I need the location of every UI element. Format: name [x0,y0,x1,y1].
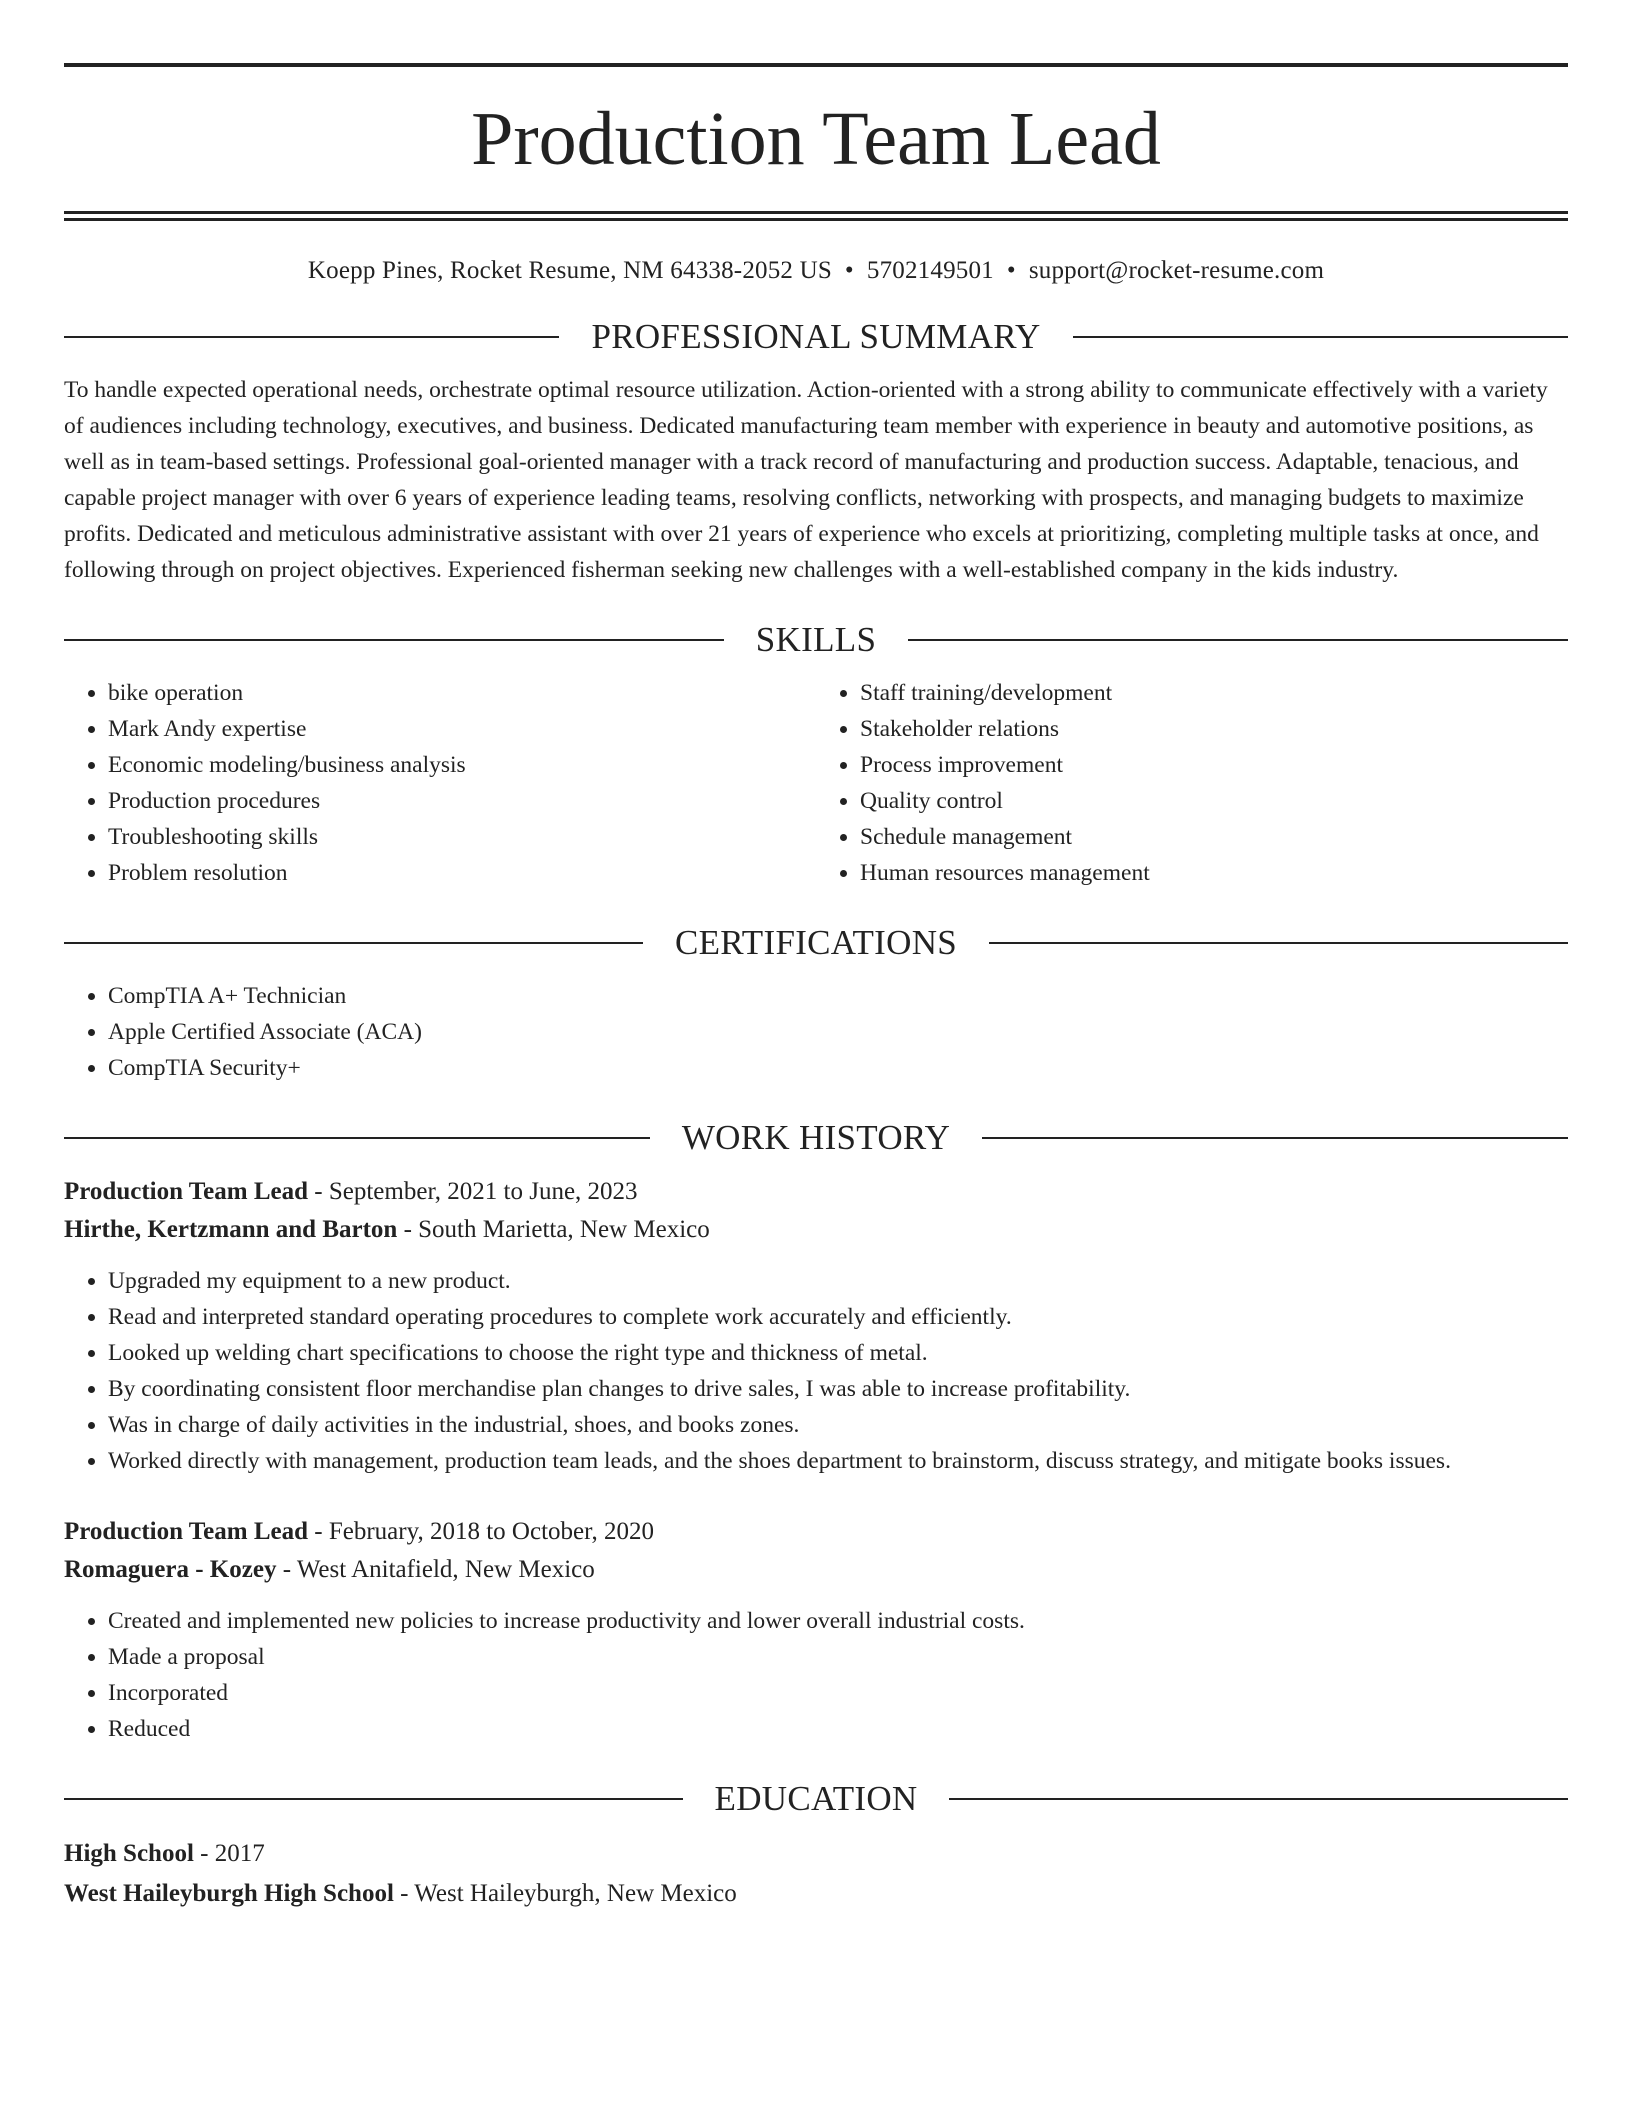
job-location: - West Anitafield, New Mexico [276,1556,595,1583]
certifications-list [64,978,1568,1086]
work-title: WORK HISTORY [681,1118,951,1157]
job-company-line [64,1211,1568,1249]
job-location: - South Marietta, New Mexico [397,1216,710,1243]
skill-item: • Human resources management [860,855,1568,891]
heading-rule-right [908,639,1568,641]
job-role: Production Team Lead [64,1178,309,1205]
job-entry [64,1173,1568,1479]
job-bullet: • By coordinating consistent floor merchandise plan changes to drive sales, I was able to increase profitability. [108,1371,1568,1407]
heading-rule-right [1073,336,1568,338]
certification-item: • Apple Certified Associate (ACA) [108,1014,1568,1050]
job-dates: - September, 2021 to June, 2023 [308,1178,638,1205]
certification-item: • CompTIA A+ Technician [108,978,1568,1014]
job-entry [64,1513,1568,1747]
job-bullet: • Reduced [108,1711,1568,1747]
skill-item: • Problem resolution [108,855,816,891]
skills-list-right [816,675,1568,891]
job-bullet: • Read and interpreted standard operating procedures to complete work accurately and efficiently. [108,1299,1568,1335]
summary-heading [64,319,1568,354]
contact-email: support@rocket-resume.com [1028,257,1325,284]
education-school: West Haileyburgh High School [64,1880,394,1907]
heading-rule-right [949,1798,1568,1800]
skill-item: • bike operation [108,675,816,711]
summary-text: To handle expected operational needs, orchestrate optimal resource utilization. Action-oriented with a strong ability to communicate effectively with a variety of audiences including technology, executives, and business. Dedicated manufacturing team member with experience in beauty and automotive positions, as well as in team-based settings. Professional goal-oriented manager with a track record of manufacturing and production success. Adaptable, tenacious, and capable project manager with over 6 years of experience leading teams, resolving conflicts, networking with prospects, and managing budgets to maximize profits. Dedicated and meticulous administrative assistant with over 21 years of experience who excels at prioritizing, completing multiple tasks at once, and following through on project objectives. Experienced fisherman seeking new challenges with a well-established company in the kids industry. [64,377,1548,583]
skills-title: SKILLS [755,620,877,659]
header-double-rule [64,211,1568,221]
job-company: Hirthe, Kertzmann and Barton [64,1216,398,1243]
contact-separator: • [1006,257,1016,284]
certifications-title: CERTIFICATIONS [674,923,958,962]
certifications-heading [64,925,1568,960]
skills-heading [64,622,1568,657]
skill-item: • Schedule management [860,819,1568,855]
job-bullet: • Incorporated [108,1675,1568,1711]
candidate-name: Production Team Lead [471,97,1161,181]
contact-address: Koepp Pines, Rocket Resume, NM 64338-2052 US [307,257,832,284]
skill-item: • Production procedures [108,783,816,819]
heading-rule-left [64,1798,683,1800]
education-degree-line [64,1834,1568,1874]
job-role: Production Team Lead [64,1518,309,1545]
skill-item: • Process improvement [860,747,1568,783]
heading-rule-left [64,639,724,641]
job-bullet: • Upgraded my equipment to a new product. [108,1263,1568,1299]
heading-rule-left [64,1137,650,1139]
education-heading [64,1781,1568,1816]
skill-item: • Staff training/development [860,675,1568,711]
heading-rule-right [982,1137,1568,1139]
education-school-line [64,1874,1568,1914]
job-bullet: • Made a proposal [108,1639,1568,1675]
work-heading [64,1120,1568,1155]
job-bullet: • Was in charge of daily activities in the industrial, shoes, and books zones. [108,1407,1568,1443]
skill-item: • Mark Andy expertise [108,711,816,747]
heading-rule-left [64,942,643,944]
skills-list-left [64,675,816,891]
certification-item: • CompTIA Security+ [108,1050,1568,1086]
job-bullets [64,1603,1568,1747]
job-company: Romaguera - Kozey [64,1556,277,1583]
job-bullets [64,1263,1568,1479]
skill-item: • Quality control [860,783,1568,819]
education-title: EDUCATION [714,1779,918,1818]
job-role-line [64,1513,1568,1551]
skills-columns [64,675,1568,891]
contact-line [64,257,1568,285]
heading-rule-left [64,336,559,338]
heading-rule-right [989,942,1568,944]
skill-item: • Troubleshooting skills [108,819,816,855]
skill-item: • Stakeholder relations [860,711,1568,747]
job-bullet: • Created and implemented new policies to increase productivity and lower overall industrial costs. [108,1603,1568,1639]
contact-separator: • [844,257,854,284]
job-role-line [64,1173,1568,1211]
job-dates: - February, 2018 to October, 2020 [308,1518,654,1545]
summary-title: PROFESSIONAL SUMMARY [591,317,1041,356]
education-degree: High School [64,1840,194,1867]
job-bullet: • Worked directly with management, production team leads, and the shoes department to brainstorm, discuss strategy, and mitigate books issues. [108,1443,1568,1479]
education-location: - West Haileyburgh, New Mexico [393,1880,737,1907]
resume-page [64,0,1568,1914]
job-company-line [64,1551,1568,1589]
education-year: - 2017 [193,1840,265,1867]
skill-item: • Economic modeling/business analysis [108,747,816,783]
contact-phone: 5702149501 [866,257,994,284]
job-bullet: • Looked up welding chart specifications to choose the right type and thickness of metal. [108,1335,1568,1371]
